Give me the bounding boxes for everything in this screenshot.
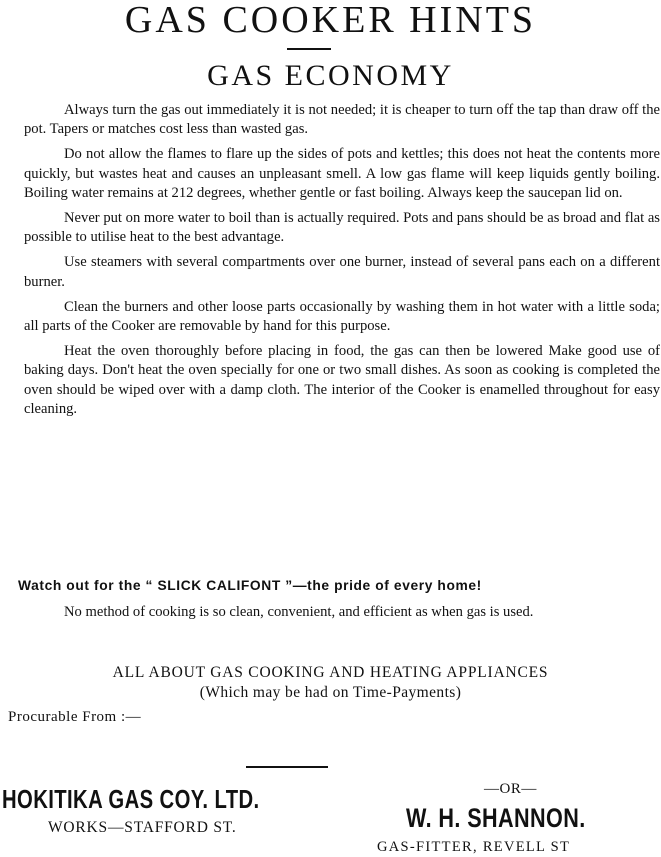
califont-slogan: Watch out for the “ SLICK CALIFONT ”—the pride of every home! — [18, 578, 482, 593]
supplier-right-trade: GAS-FITTER, REVELL ST — [377, 839, 571, 855]
paragraph-closing: No method of cooking is so clean, convenient, and efficient as when gas is used. — [64, 604, 534, 620]
supplier-right-name: W. H. SHANNON. — [406, 803, 586, 833]
time-payments-note: (Which may be had on Time-Payments) — [199, 684, 462, 701]
paragraph-steamers: Use steamers with several compartments over one burner, instead of several pans each on a different burner. — [24, 254, 660, 290]
paragraph-water: Never put on more water to boil than is actually required. Pots and pans should be as broad and flat as possible to utilise heat to the best advantage. — [24, 210, 660, 246]
closing-section — [24, 603, 660, 622]
paragraph-oven: Heat the oven thoroughly before placing in food, the gas can then be lowered Make good use of baking days. Don't heat the oven specially for one or two small dishes. As soon as cooking is completed the oven should be wiped over with a damp cloth. The interior of the Cooker is enamelled throughout for easy cleaning. — [24, 343, 660, 417]
procurable-label: Procurable From :— — [8, 709, 142, 725]
or-separator: —OR— — [484, 781, 537, 797]
supplier-divider — [246, 766, 328, 768]
section-subtitle: GAS ECONOMY — [207, 59, 454, 92]
page-title: GAS COOKER HINTS — [124, 0, 537, 41]
appliances-heading: ALL ABOUT GAS COOKING AND HEATING APPLIANCES — [112, 664, 549, 681]
paragraph-flames: Do not allow the flames to flare up the sides of pots and kettles; this does not heat the contents more quickly, but wastes heat and causes an unpleasant smell. A low gas flame will keep liquids gently boiling. Boiling water remains at 212 degrees, whether gentle or fast boiling. Always keep the saucepan lid on. — [24, 146, 660, 201]
supplier-left-name: HOKITIKA GAS COY. LTD. — [2, 784, 260, 814]
hints-body — [24, 101, 660, 425]
title-divider — [287, 48, 331, 50]
paragraph-cleaning: Clean the burners and other loose parts occasionally by washing them in hot water with a little soda; all parts of the Cooker are removable by hand for this purpose. — [24, 298, 660, 335]
paragraph-turn-off-gas: Always turn the gas out immediately it is not needed; it is cheaper to turn off the tap than draw off the pot. Tapers or matches cost less than wasted gas. — [24, 102, 660, 138]
supplier-left-address: WORKS—STAFFORD ST. — [48, 819, 237, 836]
